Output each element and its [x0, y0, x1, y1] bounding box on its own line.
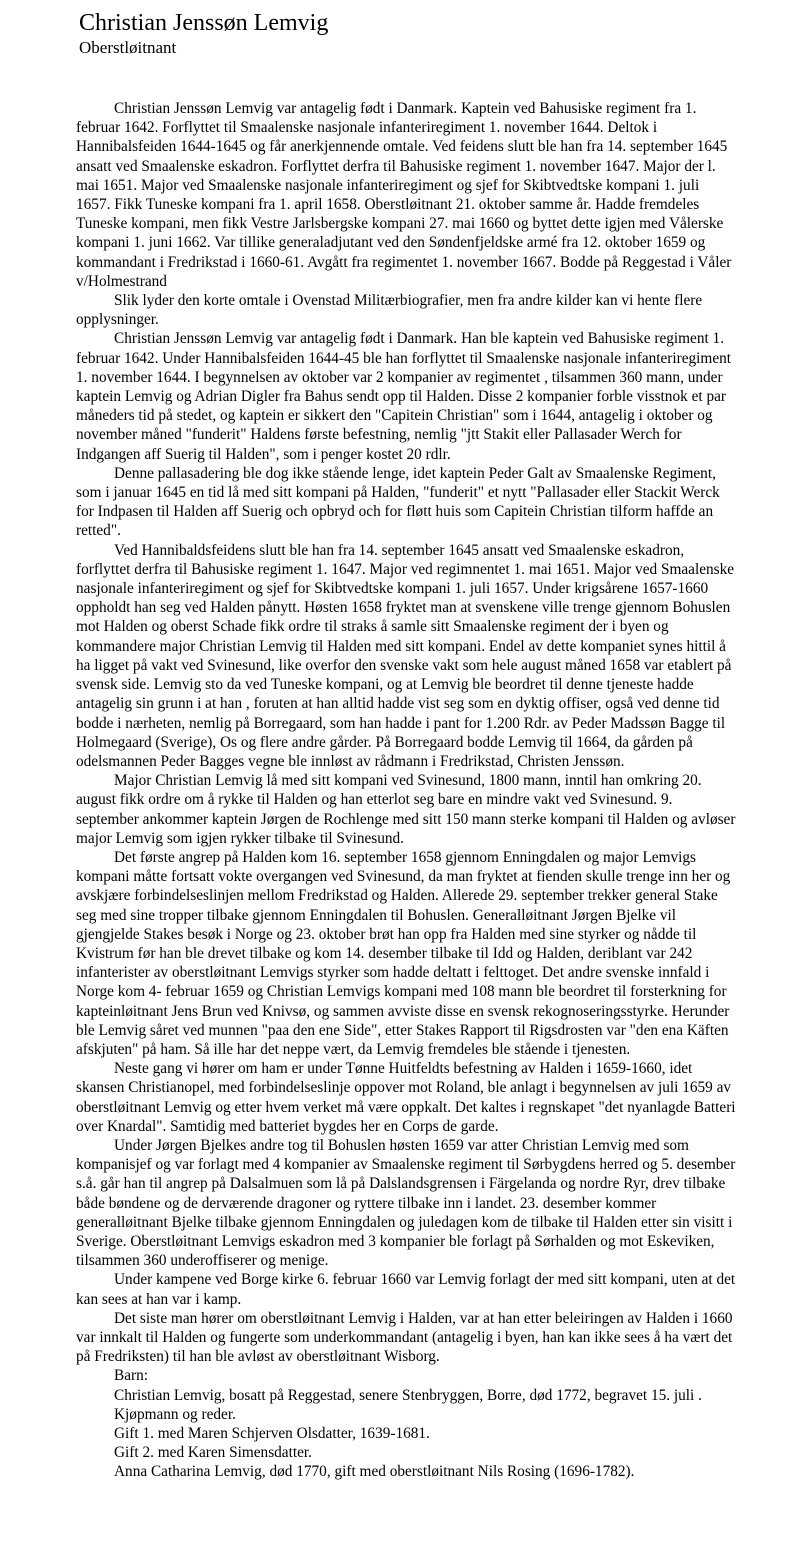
paragraph: Under kampene ved Borge kirke 6. februar 1660 var Lemvig forlagt der med sitt kompani, uten at det kan sees at han var i kamp.	[76, 1271, 736, 1308]
paragraph: Det siste man hører om oberstløitnant Lemvig i Halden, var at han etter beleiringen av Halden i 1660 var innkalt til Halden og fungerte som underkommandant (antagelig i byen, han kan ikke sees å ha vært det på Fredriksten) til han ble avløst av oberstløitnant Wisborg.	[76, 1309, 733, 1366]
document-body	[76, 99, 736, 1482]
paragraph: Christian Jenssøn Lemvig var antagelig født i Danmark. Han ble kaptein ved Bahusiske regiment 1. februar 1642. Under Hannibalsfeiden 1644-45 ble han forflyttet til Smaalenske nasjonale infanteriregiment 1. november 1644. I begynnelsen av oktober var 2 kompanier av regimentet , tilsammen 360 mann, under kaptein Lemvig og Adrian Digler fra Bahus sendt opp til Halden. Disse 2 kompanier forble visstnok et par måneders tid på stedet, og kaptein er sikkert den "Capitein Christian" som i 1644, antagelig i oktober og november måned "funderit" Haldens første befestning, nemlig "jtt Stakit eller Pallasader Werch for Indgangen aff Suerig til Halden", som i penger kostet 20 rdlr.	[76, 330, 732, 463]
child-entry: Anna Catharina Lemvig, død 1770, gift med oberstløitnant Nils Rosing (1696-1782).	[114, 1463, 635, 1481]
children-heading: Barn:	[114, 1367, 148, 1385]
children-section	[114, 1366, 736, 1481]
marriage-entry: Gift 2. med Karen Simensdatter.	[114, 1444, 312, 1462]
paragraph: Slik lyder den korte omtale i Ovenstad Militærbiografier, men fra andre kilder kan vi hente flere opplysninger.	[76, 292, 703, 329]
page-subtitle: Oberstløitnant	[79, 38, 177, 57]
paragraph: Major Christian Lemvig lå med sitt kompani ved Svinesund, 1800 mann, inntil han omkring 20. august fikk ordre om å rykke til Halden og han etterlot seg bare en mindre vakt ved Svinesund. 9. september ankommer kaptein Jørgen de Rochlenge med sitt 150 mann sterke kompani til Halden og avløser major Lemvig som igjen rykker tilbake til Svinesund.	[76, 772, 736, 847]
child-entry: Christian Lemvig, bosatt på Reggestad, senere Stenbryggen, Borre, død 1772, begravet 15. juli . Kjøpmann og reder.	[114, 1386, 702, 1423]
paragraph: Denne pallasadering ble dog ikke stående lenge, idet kaptein Peder Galt av Smaalenske Regiment, som i januar 1645 en tid lå med sitt kompani på Halden, "funderit" et nytt "Pallasader eller Stackit Werck for Indpasen til Halden aff Suerig och opbryd och for fløtt huis som Capitein Christian tilform haffde an retted".	[76, 464, 720, 540]
paragraph: Ved Hannibaldsfeidens slutt ble han fra 14. september 1645 ansatt ved Smaalenske eskadron, forflyttet derfra til Bahusiske regiment 1. 1647. Major ved regimnentet 1. mai 1651. Major ved Smaalenske nasjonale infanteriregiment og sjef for Skibtvedtske kompani 1. juli 1657. Under krigsårene 1657-1660 oppholdt han seg ved Halden pånytt. Høsten 1658 fryktet man at svenskene ville trenge gjennom Bohuslen mot Halden og oberst Schade fikk ordre til straks å samle sitt Smaalenske regiment der i byen og kommandere major Christian Lemvig til Halden med sitt kompani. Endel av dette kompaniet synes hittil å ha ligget på vakt ved Svinesund, like overfor den svenske vakt som hele august måned 1658 var etablert på svensk side. Lemvig sto da ved Tuneske kompani, og at Lemvig ble beordret til denne tjeneste hadde antagelig sin grunn i at han , foruten at han alltid hadde vist seg som en dyktig offiser, også ved denne tid bodde i nærheten, nemlig på Borregaard, som han hadde i pant for 1.200 Rdr. av Peder Madssøn Bagge til Holmegaard (Sverige), Os og flere andre gårder. På Borregaard bodde Lemvig til 1664, da gården på odelsmannen Peder Bagges vegne ble innløst av rådmann i Fredrikstad, Christen Jenssøn.	[76, 541, 735, 770]
paragraph: Under Jørgen Bjelkes andre tog til Bohuslen høsten 1659 var atter Christian Lemvig med som kompanisjef og var forlagt med 4 kompanier av Smaalenske regiment til Sørbygdens herred og 5. desember s.å. går han til angrep på Dalsalmuen som lå på Dalslandsgrensen i Färgelanda og nordre Ryr, drev tilbake både bøndene og de derværende dragoner og ryttere tilbake inn i landet. 23. desember kommer generalløitnant Bjelke tilbake gjennom Enningdalen og juledagen kom de tilbake til Halden etter sin visitt i Sverige. Oberstløitnant Lemvigs eskadron med 3 kompanier ble forlagt på Sørhalden og mot Eskeviken, tilsammen 360 underoffiserer og menige.	[76, 1136, 736, 1270]
paragraph: Det første angrep på Halden kom 16. september 1658 gjennom Enningdalen og major Lemvigs kompani måtte fortsatt vokte overgangen ved Svinesund, da man fryktet at fienden skulle trenge inn her og avskjære forbindelseslinjen mellom Fredrikstad og Halden. Allerede 29. september trekker general Stake seg med sine tropper tilbake gjennom Enningdalen til Bohuslen. Generalløitnant Jørgen Bjelke vil gjengjelde Stakes besøk i Norge og 23. oktober brøt han opp fra Halden med sine styrker og nådde til Kvistrum før han ble drevet tilbake og kom 14. desember tilbake til Idd og Halden, deriblant var 242 infanterister av oberstløitnant Lemvigs styrker som hadde deltatt i felttoget. Det andre svenske innfald i Norge kom 4- februar 1659 og Christian Lemvigs kompani med 108 mann ble beordret til forsterkning for kapteinløitnant Jens Brun ved Knivsø, og sammen avviste disse en svensk rekognoseringsstyrke. Herunder ble Lemvig såret ved munnen "paa den ene Side", etter Stakes Rapport til Rigsdrosten var "den ena Käften afskjuten" på ham. Så ille har det neppe vært, da Lemvig fremdeles ble stående i tjenesten.	[76, 848, 731, 1058]
page-title: Christian Jenssøn Lemvig	[79, 10, 329, 36]
paragraph: Christian Jenssøn Lemvig var antagelig født i Danmark. Kaptein ved Bahusiske regiment fra 1. februar 1642. Forflyttet til Smaalenske nasjonale infanteriregiment 1. november 1644. Deltok i Hannibalsfeiden 1644-1645 og får anerkjennende omtale. Ved feidens slutt ble han fra 14. september 1645 ansatt ved Smaalenske eskadron. Forflyttet derfra til Bahusiske regiment 1. november 1647. Major der l. mai 1651. Major ved Smaalenske nasjonale infanteriregiment og sjef for Skibtvedtske kompani 1. juli 1657. Fikk Tuneske kompani fra 1. april 1658. Oberstløitnant 21. oktober samme år. Hadde fremdeles Tuneske kompani, men fikk Vestre Jarlsbergske kompani 27. mai 1660 og byttet dette igjen med Vålerske kompani 1. juni 1662. Var tillike generaladjutant ved den Søndenfjeldske armé fra 12. oktober 1659 og kommandant i Fredrikstad i 1660-61. Avgått fra regimentet 1. november 1667. Bodde på Reggestad i Våler v/Holmestrand	[76, 100, 732, 290]
paragraph: Neste gang vi hører om ham er under Tønne Huitfeldts befestning av Halden i 1659-1660, idet skansen Christianopel, med forbindelseslinje oppover mot Roland, ble anlagt i begynnelsen av juli 1659 av oberstløitnant Lemvig og etter hvem verket må være oppkalt. Det kaltes i regnskapet "det nyanlagde Batteri over Knardal". Samtidig med batteriet bygdes her en Corps de garde.	[76, 1060, 736, 1135]
marriage-entry: Gift 1. med Maren Schjerven Olsdatter, 1639-1681.	[114, 1425, 430, 1443]
